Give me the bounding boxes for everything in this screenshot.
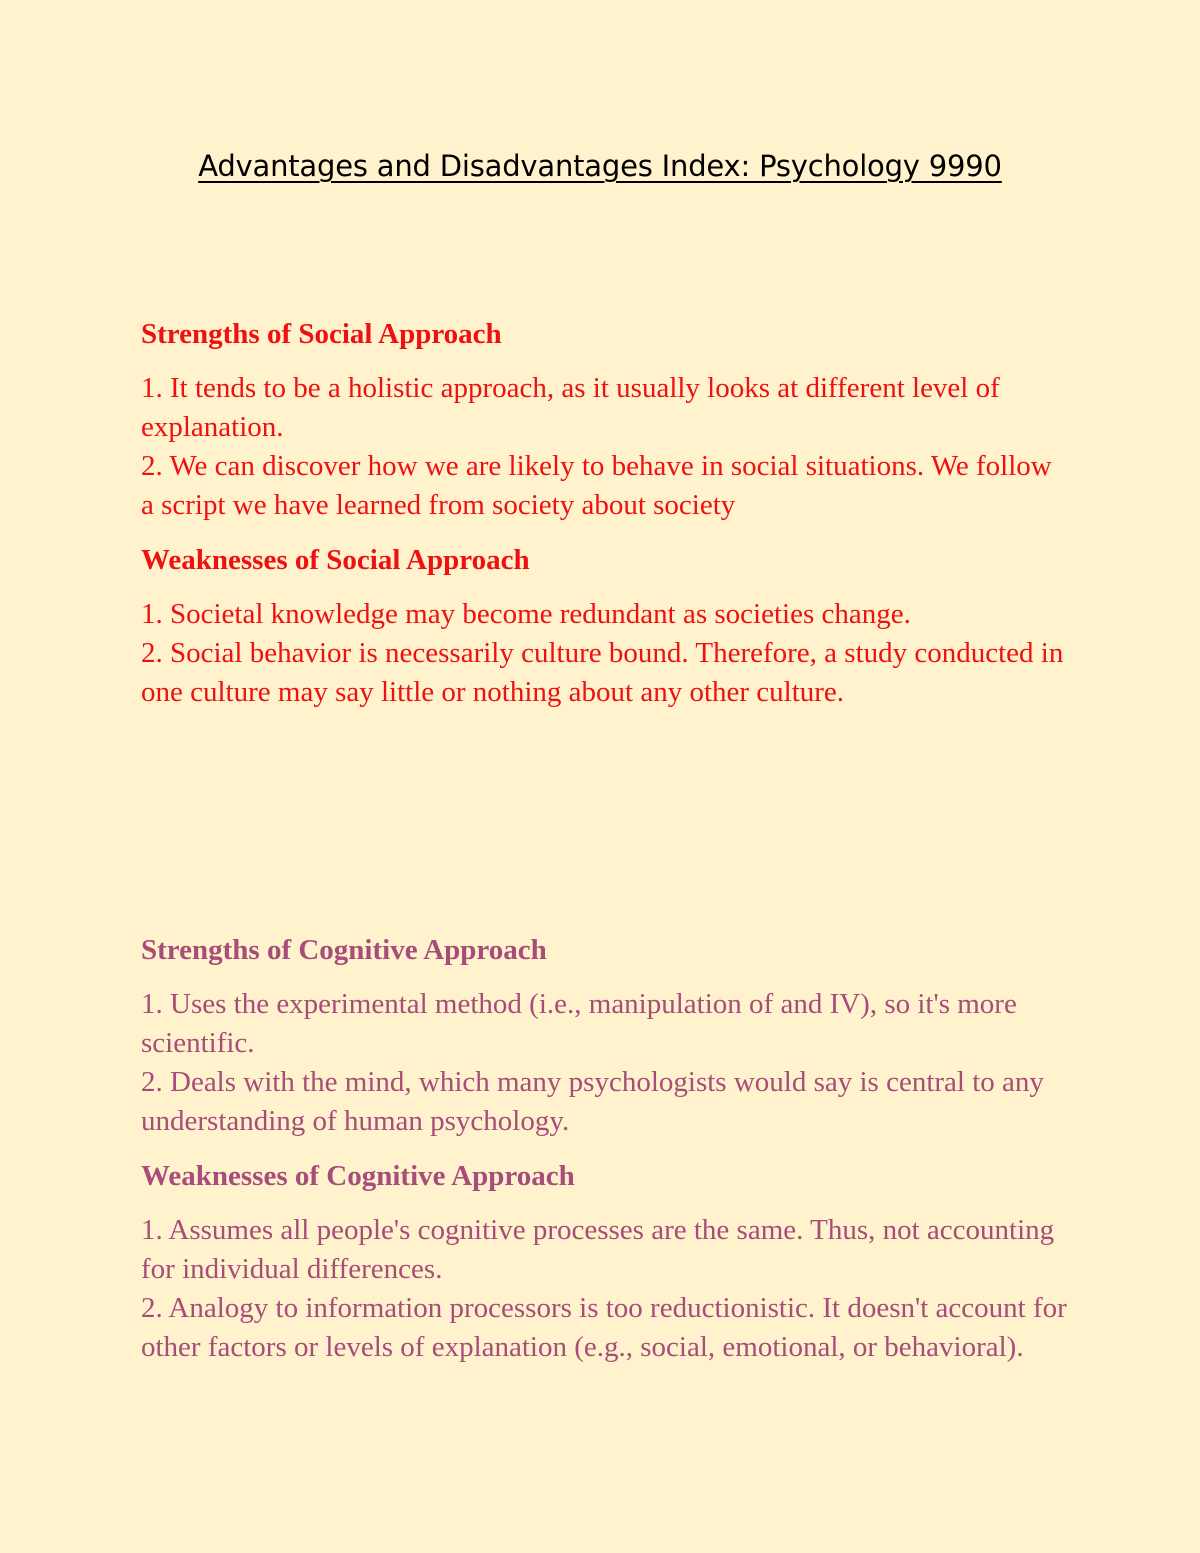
social-weaknesses-heading: Weaknesses of Social Approach [141, 544, 530, 576]
cognitive-weakness-item: 2. Analogy to information processors is too reductionistic. It doesn't account for other factors or levels of explanation (e.g., social, emotional, or behavioral). [141, 1292, 1067, 1363]
cognitive-weakness-item: 1. Assumes all people's cognitive processes are the same. Thus, not accounting for individual differences. [141, 1214, 1055, 1285]
page-title: Advantages and Disadvantages Index: Psychology 9990 [198, 149, 1002, 183]
cognitive-approach-section [141, 930, 1071, 1367]
cognitive-strengths-heading: Strengths of Cognitive Approach [141, 934, 547, 966]
social-strength-item: 1. It tends to be a holistic approach, as it usually looks at different level of explanation. [141, 372, 1000, 443]
social-strengths-heading: Strengths of Social Approach [141, 318, 502, 350]
social-weakness-item: 1. Societal knowledge may become redundant as societies change. [141, 598, 911, 630]
social-approach-section [141, 314, 1071, 712]
cognitive-strength-item: 1. Uses the experimental method (i.e., manipulation of and IV), so it's more scientific. [141, 988, 1017, 1059]
cognitive-strength-item: 2. Deals with the mind, which many psychologists would say is central to any understanding of human psychology. [141, 1066, 1044, 1137]
social-weakness-item: 2. Social behavior is necessarily culture bound. Therefore, a study conducted in one culture may say little or nothing about any other culture. [141, 637, 1064, 708]
social-strength-item: 2. We can discover how we are likely to behave in social situations. We follow a script we have learned from society about society [141, 450, 1052, 521]
cognitive-weaknesses-heading: Weaknesses of Cognitive Approach [141, 1160, 575, 1192]
